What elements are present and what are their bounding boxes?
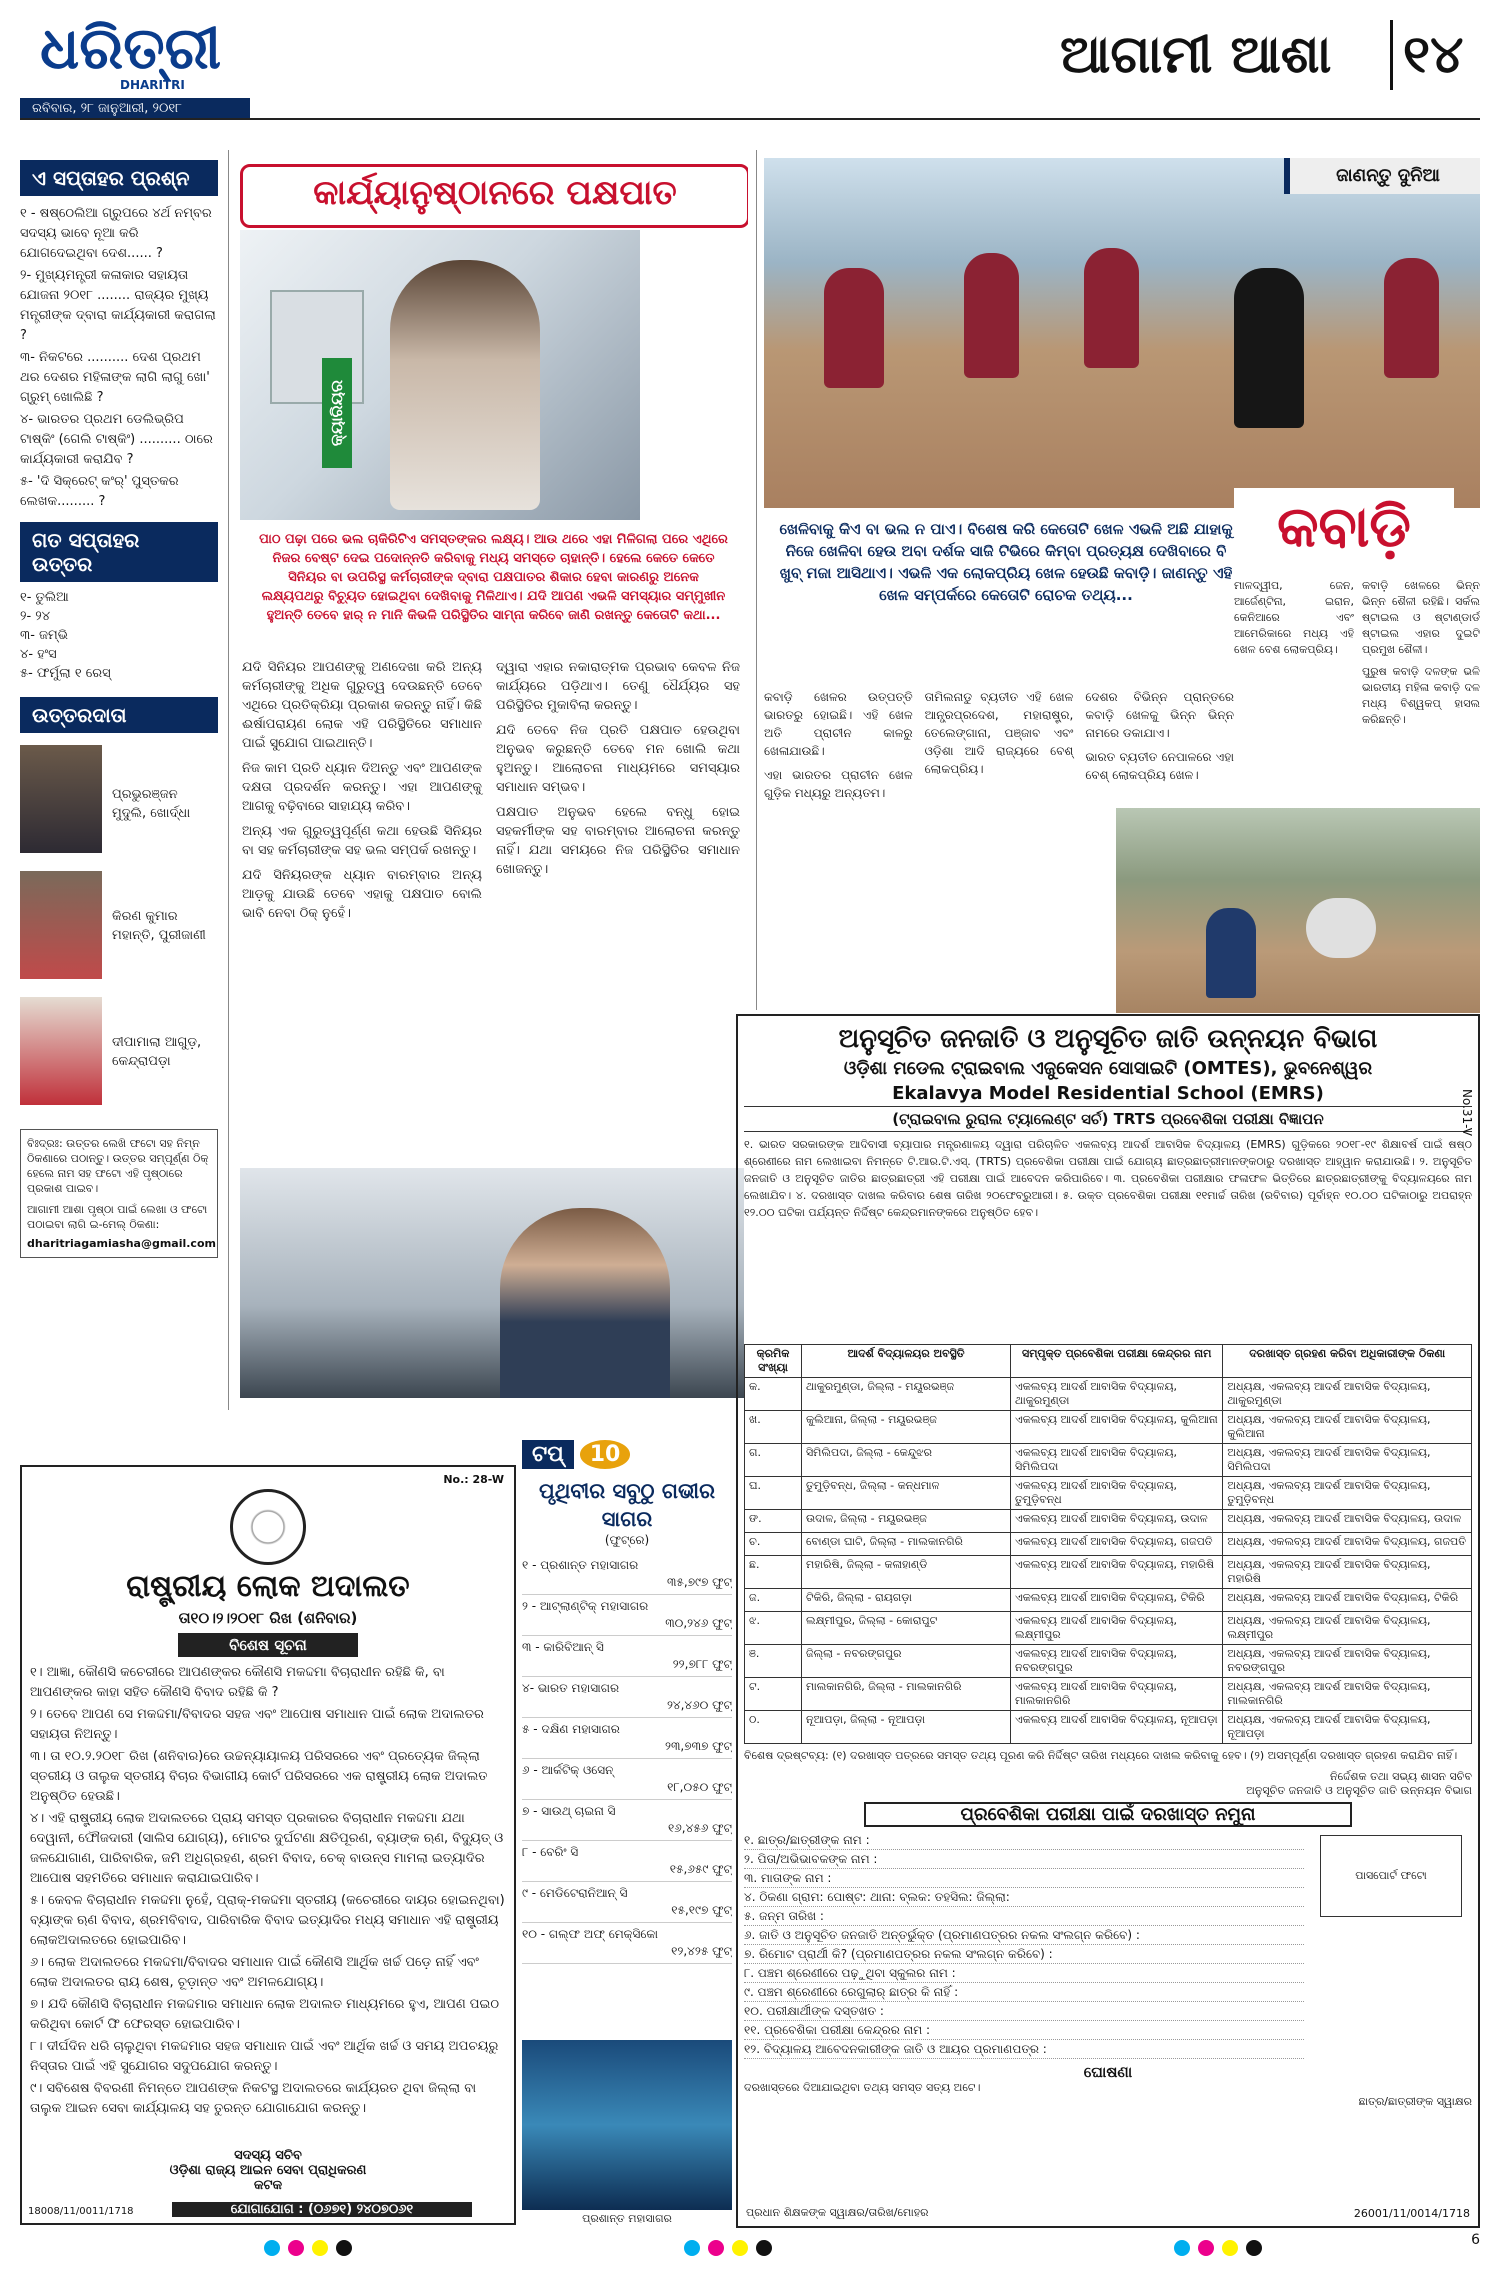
kabaddi-right-col	[1234, 578, 1480, 726]
bullet: ଦେଶର ବିଭିନ୍ନ ପ୍ରାନ୍ତରେ କବାଡ଼ି ଖେଳକୁ ଭିନ୍ନ ଭିନ୍ନ ନାମରେ ଡକାଯାଏ।	[1085, 690, 1234, 740]
paragraph: କବାଡ଼ି ଖେଳରେ ଭିନ୍ନ ଭିନ୍ନ ଶୈଳୀ ରହିଛି। ସର୍କଲ ଷ୍ଟାଇଲ ଓ ଷ୍ଟାଣ୍ଡାର୍ଡ ଷ୍ଟାଇଲ ଏହାର ଦୁଇଟି ପ୍ରମୁଖ ଶୈଳୀ।	[1362, 579, 1480, 656]
form-field[interactable]: ୧୧. ପ୍ରବେଶିକା ପରୀକ୍ଷା କେନ୍ଦ୍ରର ନାମ :	[744, 2021, 1304, 2040]
top10-item-name: ୬ - ଆର୍କଟିକ୍ ଓସେନ୍	[522, 1763, 614, 1777]
table-cell: ଏକଲବ୍ୟ ଆଦର୍ଶ ଆବାସିକ ବିଦ୍ୟାଳୟ, ମହାରିଷି	[1011, 1556, 1223, 1589]
ad-code: 26001/11/0014/1718	[1353, 2207, 1470, 2220]
lok-item: ୩। ତା ୧୦.୨.୨୦୧୮ ରିଖ (ଶନିବାର)ରେ ଉଚ୍ଚନ୍ୟାୟାଳୟ ପରିସରରେ ଏବଂ ପ୍ରତ୍ୟେକ ଜିଲ୍ଲା ସ୍ତରୀୟ ଓ ତାଲୁକ ସ୍ତରୀୟ ବିଚାର ବିଭାଗୀୟ କୋର୍ଟ ପରିସରରେ ଏକ ରାଷ୍ଟ୍ରୀୟ ଲୋକ ଅଦାଲତ ଅନୁଷ୍ଠିତ ହେଉଛି।	[30, 1749, 488, 1804]
answers-heading: ଗତ ସପ୍ତାହର ଉତ୍ତର	[20, 522, 218, 582]
article-kabaddi	[764, 158, 1480, 1018]
table-cell: ଏକଲବ୍ୟ ଆଦର୍ଶ ଆବାସିକ ବିଦ୍ୟାଳୟ, କୁଲିଆନା	[1011, 1411, 1223, 1444]
lok-item: ୨। ତେବେ ଆପଣ ସେ ମକଦ୍ଦମା/ବିବାଦର ସହଜ ଏବଂ ଆପୋଷ ସମାଧାନ ପାଇଁ ଲୋକ ଅଦାଲତର ସହାୟତା ନିଅନ୍ତୁ।	[30, 1707, 484, 1742]
lok-ref: No.: 28-W	[443, 1473, 504, 1486]
top10-item-value: ୧୫,୧୯୭ ଫୁଟ୍	[671, 1903, 732, 1917]
table-cell: ଙ.	[745, 1510, 802, 1533]
table-cell: ଏକଲବ୍ୟ ଆଦର୍ଶ ଆବାସିକ ବିଦ୍ୟାଳୟ, ଟିକିରି	[1011, 1589, 1223, 1612]
black-dot	[1246, 2240, 1262, 2256]
top10-item-name: ୫ - ଦକ୍ଷିଣ ମହାସାଗର	[522, 1722, 620, 1736]
top10-label: ଟପ୍	[522, 1440, 574, 1469]
edition-date: ରବିବାର, ୨୮ ଜାନୁଆରୀ, ୨୦୧୮	[20, 98, 250, 120]
player-figure	[1084, 248, 1139, 368]
top10-item	[522, 1554, 732, 1595]
top10-sub: (ଫୁଟ୍‌ରେ)	[604, 1533, 650, 1547]
table-cell: ଏକଲବ୍ୟ ଆଦର୍ଶ ଆବାସିକ ବିଦ୍ୟାଳୟ, ନବରଙ୍ଗପୁର	[1011, 1645, 1223, 1678]
table-cell: ଅଧ୍ୟକ୍ଷ, ଏକଲବ୍ୟ ଆଦର୍ଶ ଆବାସିକ ବିଦ୍ୟାଳୟ, ନବରଙ୍ଗପୁର	[1223, 1645, 1472, 1678]
table-row	[745, 1612, 1472, 1645]
magenta-dot	[1198, 2240, 1214, 2256]
table-cell: ଠ.	[745, 1711, 802, 1744]
declaration-title: ଘୋଷଣା	[1083, 2063, 1133, 2081]
career-tag: କ୍ୟାରିୟର	[322, 358, 352, 468]
table-cell: ଛ.	[745, 1556, 802, 1589]
lok-item: ୧। ଆଜ୍ଞା, କୌଣସି କଚେରୀରେ ଆପଣଙ୍କର କୌଣସି ମକଦ୍ଦମା ବିଚାରାଧୀନ ରହିଛି କି, ବା ଆପଣଙ୍କର କାହା ସହିତ କୌଣସି ବିବାଦ ରହିଛି କି ?	[30, 1665, 445, 1700]
black-dot	[756, 2240, 772, 2256]
table-cell: ଅଧ୍ୟକ୍ଷ, ଏକଲବ୍ୟ ଆଦର୍ଶ ଆବାସିକ ବିଦ୍ୟାଳୟ, ସିମିଲିପଦା	[1223, 1444, 1472, 1477]
table-cell: ଏକଲବ୍ୟ ଆଦର୍ଶ ଆବାସିକ ବିଦ୍ୟାଳୟ, ଥାକୁରମୁଣ୍ଡା	[1011, 1378, 1223, 1411]
top10-item	[522, 1841, 732, 1882]
table-cell: ଅଧ୍ୟକ୍ଷ, ଏକଲବ୍ୟ ଆଦର୍ଶ ଆବାସିକ ବିଦ୍ୟାଳୟ, କୁଲିଆନା	[1223, 1411, 1472, 1444]
paragraph: ଅନ୍ୟ ଏକ ଗୁରୁତ୍ୱପୂର୍ଣ୍ଣ କଥା ହେଉଛି ସିନିୟର ବା ସହ କର୍ମଚାରୀଙ୍କ ସହ ଭଲ ସମ୍ପର୍କ ରଖନ୍ତୁ।	[242, 824, 482, 858]
table-row	[745, 1589, 1472, 1612]
form-field[interactable]: ୩. ମାତାଙ୍କ ନାମ :	[744, 1869, 1304, 1888]
application-form	[744, 1831, 1472, 2059]
table-cell: ଉଦାଳ, ଜିଲ୍ଲା - ମୟୂରଭଞ୍ଜ	[802, 1510, 1011, 1533]
table-cell: ଟ.	[745, 1678, 802, 1711]
ad-english: Ekalavya Model Residential School (EMRS)	[892, 1083, 1324, 1104]
answer: ୨- ୨୪	[20, 609, 51, 624]
lok-footer	[22, 2148, 514, 2193]
player-figure	[1234, 268, 1304, 428]
yellow-dot	[312, 2240, 328, 2256]
top10-item	[522, 1595, 732, 1636]
lok-footer-3: କଟକ	[253, 2178, 283, 2193]
form-field[interactable]: ୯. ପଞ୍ଚମ ଶ୍ରେଣୀରେ ରେଗୁଲାର୍ ଛାତ୍ର କି ନାହିଁ :	[744, 1983, 1304, 2002]
respondent-name: ପ୍ରଭୁରଞ୍ଜନ ମୁଦୁଲି, ଖୋର୍ଦ୍ଧା	[112, 787, 191, 821]
table-cell: ଅଧ୍ୟକ୍ଷ, ଏକଲବ୍ୟ ଆଦର୍ଶ ଆବାସିକ ବିଦ୍ୟାଳୟ, ନୂଆପଡ଼ା	[1223, 1711, 1472, 1744]
table-cell: ଲକ୍ଷ୍ମୀପୁର, ଜିଲ୍ଲା - କୋରାପୁଟ	[802, 1612, 1011, 1645]
quiz-question: ୧ - ଷଷ୍ଠେଲିଆ ଗ୍ରୁପରେ ୪ର୍ଥ ନମ୍ବର ସଦସ୍ୟ ଭାବେ ନୂଆ କରି ଯୋଗଦେଇଥିବା ଦେଶ...... ?	[20, 206, 212, 261]
top10-item-value: ୧୫,୬୫୯ ଫୁଟ୍	[669, 1862, 732, 1876]
magenta-dot	[708, 2240, 724, 2256]
lok-item: ୯। ସବିଶେଷ ବିବରଣୀ ନିମନ୍ତେ ଆପଣଙ୍କ ନିକଟସ୍ଥ ଅଦାଲତରେ କାର୍ଯ୍ୟରତ ଥିବା ଜିଲ୍ଲା ବା ତାଲୁକ ଆଇନ ସେବା କାର୍ଯ୍ୟାଳୟ ସହ ତୁରନ୍ତ ଯୋଗାଯୋଗ କରନ୍ତୁ।	[30, 2081, 477, 2116]
paragraph: ଯଦି ସିନିୟର ଆପଣଙ୍କୁ ଅଣଦେଖା କରି ଅନ୍ୟ କର୍ମଚାରୀଙ୍କୁ ଅଧିକ ଗୁରୁତ୍ୱ ଦେଉଛନ୍ତି ତେବେ ଏଥିରେ ପ୍ରତିକ୍ରିୟା ପ୍ରକାଶ କରନ୍ତୁ ନାହିଁ। କିଛି ଈର୍ଷାପରାୟଣ ଲୋକ ଏହି ପରିସ୍ଥିତିରେ ସମାଧାନ ପାଇଁ ସୁଯୋଗ ପାଇଥାନ୍ତି।	[242, 660, 482, 751]
table-cell: ଏକଲବ୍ୟ ଆଦର୍ଶ ଆବାସିକ ବିଦ୍ୟାଳୟ, ଲକ୍ଷ୍ମୀପୁର	[1011, 1612, 1223, 1645]
top10-item-name: ୯ - ମେଡିଟେରାନିଆନ୍ ସି	[522, 1886, 628, 1900]
top10-item-name: ୨ - ଆଟ୍ଲାଣ୍ଟିକ୍ ମହାସାଗର	[522, 1599, 649, 1613]
lok-item: ୪। ଏହି ରାଷ୍ଟ୍ରୀୟ ଲୋକ ଅଦାଲତରେ ପ୍ରାୟ ସମସ୍ତ ପ୍ରକାରର ବିଚାରାଧୀନ ମକଦ୍ଦମା ଯଥା ଦେୱାନୀ, ଫୌଜଦାରୀ (ସାଲିସ ଯୋଗ୍ୟ), ମୋଟର ଦୁର୍ଘଟଣା କ୍ଷତିପୂରଣ, ବ୍ୟାଙ୍କ ଋଣ, ବିଦ୍ୟୁତ୍ ଓ ଜଳଯୋଗାଣ, ପାରିବାରିକ, ଜମି ଅଧିଗ୍ରହଣ, ଶ୍ରମ ବିବାଦ, ଚେକ୍ ବାଉନ୍ସ ମାମଲା ଇତ୍ୟାଦିର ଆପୋଷ ସହମତିରେ ସମାଧାନ କରାଯାଇପାରିବ।	[30, 1811, 504, 1886]
lok-item: ୭। ଯଦି କୌଣସି ବିଚାରାଧୀନ ମକଦ୍ଦମାର ସମାଧାନ ଲୋକ ଅଦାଲତ ମାଧ୍ୟମରେ ହୁଏ, ଆପଣ ପଇଠ କରିଥିବା କୋର୍ଟ ଫି ଫେରସ୍ତ ହୋଇପାରିବ।	[30, 1997, 500, 2032]
logo-sub: DHARITRI	[120, 78, 185, 92]
table-cell: କ.	[745, 1378, 802, 1411]
magenta-dot	[288, 2240, 304, 2256]
kabaddi-photo-2	[1116, 808, 1480, 1013]
table-cell: ଏକଲବ୍ୟ ଆଦର୍ଶ ଆବାସିକ ବିଦ୍ୟାଳୟ, ଗଜପତି	[1011, 1533, 1223, 1556]
table-cell: ଚ.	[745, 1533, 802, 1556]
color-registration	[680, 2240, 776, 2260]
top10-item-name: ୪- ଭାରତ ମହାସାଗର	[522, 1681, 620, 1695]
top10-item	[522, 1923, 732, 1964]
ad-signature-2: ଅନୁସୂଚିତ ଜନଜାତି ଓ ଅନୁସୂଚିତ ଜାତି ଉନ୍ନୟନ ବିଭାଗ	[1246, 1784, 1472, 1797]
top10-item-name: ୮ - ବେରିଂ ସି	[522, 1845, 579, 1859]
ocean-photo	[522, 2040, 732, 2210]
table-row	[745, 1411, 1472, 1444]
ad-subtitle: ଓଡ଼ିଶା ମଡେଲ ଟ୍ରାଇବାଲ ଏଜୁକେସନ ସୋସାଇଟି (OMTES), ଭୁବନେଶ୍ୱର	[843, 1058, 1373, 1079]
table-row	[745, 1678, 1472, 1711]
form-field[interactable]: ୧୨. ବିଦ୍ୟାଳୟ ଆବେଦନକାରୀଙ୍କ ଜାତି ଓ ଆୟର ପ୍ରମାଣପତ୍ର :	[744, 2040, 1304, 2059]
player-figure	[964, 253, 1019, 378]
player-figure	[824, 268, 884, 388]
top10-item-value: ୧୮,୦୫୦ ଫୁଟ୍	[667, 1780, 732, 1794]
table-row	[745, 1556, 1472, 1589]
top10-item	[522, 1759, 732, 1800]
top10-item-name: ୧୦ - ଗଲ୍ଫ ଅଫ୍ ମେକ୍ସିକୋ	[522, 1927, 658, 1941]
answer: ୩- ଜମ୍ଭି	[20, 628, 68, 643]
masthead	[20, 10, 1480, 120]
top10-header	[522, 1440, 732, 1469]
table-cell: ନୂଆପଡ଼ା, ଜିଲ୍ଲା - ନୂଆପଡ଼ା	[802, 1711, 1011, 1744]
paragraph: ଯଦି ତେବେ ନିଜ ପ୍ରତି ପକ୍ଷପାତ ହେଉଥିବା ଅନୁଭବ କରୁଛନ୍ତି ତେବେ ମନ ଖୋଲି କଥା ହୁଅନ୍ତୁ। ଆଲୋଚନା ମାଧ୍ୟମରେ ସମସ୍ୟାର ସମାଧାନ ସମ୍ଭବ।	[496, 723, 740, 795]
student-sign: ଛାତ୍ର/ଛାତ୍ରୀଙ୍କ ସ୍ୱାକ୍ଷର	[1358, 2095, 1472, 2108]
top10-item-name: ୭ - ସାଉଥ୍ ଚାଇନା ସି	[522, 1804, 616, 1818]
table-cell: ଏକଲବ୍ୟ ଆଦର୍ଶ ଆବାସିକ ବିଦ୍ୟାଳୟ, ମାଲକାନଗିରି	[1011, 1678, 1223, 1711]
table-cell: ଖ.	[745, 1411, 802, 1444]
quiz-question: ୨- ମୁଖ୍ୟମନ୍ତ୍ରୀ କଳାକାର ସହାୟତା ଯୋଜନା ୨୦୧୮ ........ ରାଜ୍ୟର ମୁଖ୍ୟ ମନ୍ତ୍ରୀଙ୍କ ଦ୍ବାରା କାର୍ଯ୍ୟକାରୀ କରାଗଲା ?	[20, 268, 216, 343]
form-field[interactable]: ୨. ପିତା/ଅଭିଭାବକଙ୍କ ନାମ :	[744, 1850, 1304, 1869]
section-tag: ଜାଣନ୍ତୁ ଦୁନିଆ	[1284, 158, 1480, 194]
top10-item	[522, 1636, 732, 1677]
ad-body: ୧. ଭାରତ ସରକାରଙ୍କ ଆଦିବାସୀ ବ୍ୟାପାର ମନ୍ତ୍ରଣାଳୟ ଦ୍ୱାରା ପରିଚାଳିତ ଏକଲବ୍ୟ ଆଦର୍ଶ ଆବାସିକ ବିଦ୍ୟାଳୟ (EMRS) ଗୁଡ଼ିକରେ ୨୦୧୮-୧୯ ଶିକ୍ଷାବର୍ଷ ପାଇଁ ଷଷ୍ଠ ଶ୍ରେଣୀରେ ନାମ ଲେଖାଇବା ନିମନ୍ତେ ଟି.ଆର.ଟି.ଏସ୍. (TRTS) ପ୍ରବେଶିକା ପରୀକ୍ଷା ପାଇଁ ଯୋଗ୍ୟ ଛାତ୍ରଛାତ୍ରୀମାନଙ୍କଠାରୁ ଦରଖାସ୍ତ ଆହ୍ୱାନ କରାଯାଉଛି। ୨. ଅନୁସୂଚିତ ଜନଜାତି ଓ ଅନୁସୂଚିତ ଜାତିର ଛାତ୍ରଛାତ୍ରୀ ଏହି ପରୀକ୍ଷା ପାଇଁ ଆବେଦନ କରିପାରିବେ। ୩. ପ୍ରବେଶିକା ପରୀକ୍ଷାର ଫଳାଫଳ ଭିତ୍ତିରେ ଛାତ୍ରଛାତ୍ରୀଙ୍କୁ ବିଦ୍ୟାଳୟରେ ନାମ ଲେଖାଯିବ। ୪. ଦରଖାସ୍ତ ଦାଖଲ କରିବାର ଶେଷ ତାରିଖ ୨୦ଫେବ୍ରୁଆରୀ। ୫. ଉକ୍ତ ପ୍ରବେଶିକା ପରୀକ୍ଷା ୧୧ମାର୍ଚ୍ଚ ତାରିଖ (ରବିବାର) ପୂର୍ବାହ୍ନ ୧୦.୦୦ ଘଟିକାଠାରୁ ଅପରାହ୍ନ ୧୨.୦୦ ଘଟିକା ପର୍ଯ୍ୟନ୍ତ ନିର୍ଦ୍ଦିଷ୍ଟ କେନ୍ଦ୍ରମାନଙ୍କରେ ଅନୁଷ୍ଠିତ ହେବ।	[744, 1138, 1472, 1219]
form-field[interactable]: ୪. ଠିକଣା ଗ୍ରାମ: ପୋଷ୍ଟ: ଥାନା: ବ୍ଲକ: ତହସିଲ: ଜିଲ୍ଲା:	[744, 1888, 1304, 1907]
table-cell: ଏକଲବ୍ୟ ଆଦର୍ଶ ଆବାସିକ ବିଦ୍ୟାଳୟ, ଉଦାଳ	[1011, 1510, 1223, 1533]
top10-item-value: ୨୪,୪୬୦ ଫୁଟ୍	[666, 1698, 732, 1712]
yellow-dot	[1222, 2240, 1238, 2256]
lok-contact: ଯୋଗାଯୋଗ : (୦୬୭୧) ୨୪୦୭୦୬୧	[172, 2202, 472, 2217]
respondents-heading: ଉତ୍ତରଦାତା	[20, 697, 218, 733]
quiz-note-text-2: ଆଗାମୀ ଆଶା ପୃଷ୍ଠା ପାଇଁ ଲେଖା ଓ ଫଟୋ ପଠାଇବା ଲାଗି ଇ-ମେଲ୍ ଠିକଣା:	[27, 1203, 208, 1231]
form-title: ପ୍ରବେଶିକା ପରୀକ୍ଷା ପାଇଁ ଦରଖାସ୍ତ ନମୁନା	[864, 1802, 1352, 1827]
form-field[interactable]: ୮. ପଞ୍ଚମ ଶ୍ରେଣୀରେ ପଢ଼ୁଥିବା ସ୍କୁଲର ନାମ :	[744, 1964, 1304, 1983]
ad-title: ଅନୁସୂଚିତ ଜନଜାତି ଓ ଅନୁସୂଚିତ ଜାତି ଉନ୍ନୟନ ବିଭାଗ	[838, 1024, 1378, 1054]
table-cell: ଜିଲ୍ଲା - ନବରଙ୍ଗପୁର	[802, 1645, 1011, 1678]
top10-item	[522, 1882, 732, 1923]
top10-item-value: ୨୩,୭୩୭ ଫୁଟ୍	[665, 1739, 732, 1753]
ad-signature: ନିର୍ଦ୍ଦେଶକ ତଥା ସଭ୍ୟ ଶାସନ ସଚିବ	[1330, 1770, 1472, 1783]
color-registration	[1170, 2240, 1266, 2260]
table-header: ସମ୍ପୃକ୍ତ ପ୍ରବେଶିକା ପରୀକ୍ଷା କେନ୍ଦ୍ରର ନାମ	[1011, 1345, 1223, 1378]
page-footer	[0, 2232, 1500, 2269]
player-figure	[1306, 898, 1376, 958]
paragraph: ପୁରୁଷ କବାଡ଼ି ଦଳଙ୍କ ଭଳି ଭାରତୀୟ ମହିଳା କବାଡ଼ି ଦଳ ମଧ୍ୟ ବିଶ୍ୱକପ୍ ହାସଲ କରିଛନ୍ତି।	[1362, 665, 1480, 726]
form-field[interactable]: ୧. ଛାତ୍ର/ଛାତ୍ରୀଙ୍କ ନାମ :	[744, 1831, 1304, 1850]
declaration: ଦରଖାସ୍ତରେ ଦିଆଯାଇଥିବା ତଥ୍ୟ ସମସ୍ତ ସତ୍ୟ ଅଟେ।	[744, 2081, 981, 2094]
table-row	[745, 1533, 1472, 1556]
respondent-name: କିରଣ କୁମାର ମହାନ୍ତି, ପୁରୀଜାଣୀ	[112, 909, 206, 943]
table-cell: ଅଧ୍ୟକ୍ଷ, ଏକଲବ୍ୟ ଆଦର୍ଶ ଆବାସିକ ବିଦ୍ୟାଳୟ, ଲକ୍ଷ୍ମୀପୁର	[1223, 1612, 1472, 1645]
quiz-note	[20, 1129, 218, 1258]
table-cell: ଅଧ୍ୟକ୍ଷ, ଏକଲବ୍ୟ ଆଦର୍ଶ ଆବାସିକ ବିଦ୍ୟାଳୟ, ଟିକିରି	[1223, 1589, 1472, 1612]
table-row	[745, 1711, 1472, 1744]
quiz-question: ୩- ନିକଟରେ .......... ଦେଶ ପ୍ରଥମ ଥର ଦେଶର ମହିଳାଙ୍କ ଲାଗି ଲାଗୁ ଖୋ' ଗ୍ରୁମ୍ ଖୋଲିଛି ?	[20, 350, 210, 405]
form-field[interactable]: ୬. ଜାତି ଓ ଅନୁସୂଚିତ ଜନଜାତି ଅନ୍ତର୍ଭୁକ୍ତ (ପ୍ରମାଣପତ୍ରର ନକଲ ସଂଲଗ୍ନ କରିବେ) :	[744, 1926, 1304, 1945]
table-cell: ଏକଲବ୍ୟ ଆଦର୍ଶ ଆବାସିକ ବିଦ୍ୟାଳୟ, ତୁମୁଡ଼ିବନ୍ଧ	[1011, 1477, 1223, 1510]
article-photo-2	[240, 1168, 744, 1398]
respondent-photo	[20, 871, 102, 979]
lok-date: ତା୧୦।୨।୨୦୧୮ ରିଖ (ଶନିବାର)	[178, 1609, 358, 1627]
player-figure	[1384, 258, 1439, 378]
respondent-photo	[20, 745, 102, 853]
table-cell: ବୋଣ୍ଡା ଘାଟି, ଜିଲ୍ଲା - ମାଲକାନଗିରି	[802, 1533, 1011, 1556]
answer: ୫- ଫର୍ମୁଲା ୧ ରେସ୍	[20, 666, 111, 681]
lok-footer-2: ଓଡ଼ିଶା ରାଜ୍ୟ ଆଇନ ସେବା ପ୍ରାଧିକରଣ	[169, 2163, 367, 2178]
bullet: ଭାରତ ବ୍ୟତୀତ ନେପାଳରେ ଏହା ବେଶ୍ ଲୋକପ୍ରିୟ ଖେଳ।	[1085, 750, 1234, 782]
answers-list	[20, 588, 218, 683]
cyan-dot	[1174, 2240, 1190, 2256]
table-row	[745, 1510, 1472, 1533]
table-cell: ଟିକିରି, ଜିଲ୍ଲା - ରାୟଗଡ଼ା	[802, 1589, 1011, 1612]
table-cell: ଅଧ୍ୟକ୍ଷ, ଏକଲବ୍ୟ ଆଦର୍ଶ ଆବାସିକ ବିଦ୍ୟାଳୟ, ମହାରିଷି	[1223, 1556, 1472, 1589]
quiz-questions	[20, 204, 218, 512]
bullet: କବାଡ଼ି ଖେଳର ଉତ୍ପତ୍ତି ଭାରତରୁ ହୋଇଛି। ଏହି ଖେଳ ଅତି ପ୍ରାଚୀନ କାଳରୁ ଖେଳାଯାଉଛି।	[764, 690, 913, 758]
emblem-icon	[230, 1489, 306, 1565]
table-cell: ତୁମୁଡ଼ିବନ୍ଧ, ଜିଲ୍ଲା - କନ୍ଧମାଳ	[802, 1477, 1011, 1510]
table-cell: ଏକଲବ୍ୟ ଆଦର୍ଶ ଆବାସିକ ବିଦ୍ୟାଳୟ, ନୂଆପଡ଼ା	[1011, 1711, 1223, 1744]
photo-box: ପାସପୋର୍ଟ ଫଟୋ	[1320, 1835, 1462, 1917]
lok-notice: ବିଶେଷ ସୂଚନା	[178, 1633, 358, 1657]
table-cell: ଘ.	[745, 1477, 802, 1510]
table-cell: ସିମିଲିପଦା, ଜିଲ୍ଲା - କେନ୍ଦୁଝର	[802, 1444, 1011, 1477]
lok-footer-1: ସଦସ୍ୟ ସଚିବ	[234, 2148, 302, 2163]
table-cell: ଅଧ୍ୟକ୍ଷ, ଏକଲବ୍ୟ ଆଦର୍ଶ ଆବାସିକ ବିଦ୍ୟାଳୟ, ଗଜପତି	[1223, 1533, 1472, 1556]
emrs-advertisement	[736, 1014, 1480, 2228]
paragraph: ନିଜ କାମ ପ୍ରତି ଧ୍ୟାନ ଦିଅନ୍ତୁ ଏବଂ ଆପଣଙ୍କ ଦକ୍ଷତା ପ୍ରଦର୍ଶନ କରନ୍ତୁ। ଏହା ଆପଣଙ୍କୁ ଆଗକୁ ବଢ଼ିବାରେ ସାହାଯ୍ୟ କରିବ।	[242, 761, 482, 814]
top10-item-value: ୩୫,୭୯୭ ଫୁଟ୍	[666, 1575, 732, 1589]
top10-num: 10	[580, 1440, 631, 1469]
paragraph: ଦ୍ୱାରା ଏହାର ନକାରାତ୍ମକ ପ୍ରଭାବ କେବଳ ନିଜ କାର୍ଯ୍ୟରେ ପଡ଼ିଥାଏ। ତେଣୁ ଧୈର୍ଯ୍ୟର ସହ ପରିସ୍ଥିତିର ମୁକାବିଲା କରନ୍ତୁ।	[496, 660, 740, 713]
top10-item-value: ୨୨,୭୮୮ ଫୁଟ୍	[672, 1657, 732, 1671]
top10-caption: ପ୍ରଶାନ୍ତ ମହାସାଗର	[582, 2212, 672, 2225]
ad-notice-title: (ଟ୍ରାଇବାଲ ରୁରାଲ ଟ୍ୟାଲେଣ୍ଟ ସର୍ଚ) TRTS ପ୍ରବେଶିକା ପରୀକ୍ଷା ବିଜ୍ଞାପନ	[744, 1106, 1472, 1132]
lok-adalat-advertisement	[20, 1465, 516, 2225]
hm-sign: ପ୍ରଧାନ ଶିକ୍ଷକଙ୍କ ସ୍ୱାକ୍ଷର/ତାରିଖ/ମୋହର	[746, 2206, 929, 2219]
table-header: କ୍ରମିକ ସଂଖ୍ୟା	[745, 1345, 802, 1378]
top10-box	[522, 1440, 732, 2230]
answer: ୧- ତୁଲିଆ	[20, 590, 69, 605]
top10-item-name: ୩ - କାରିବିଆନ୍ ସି	[522, 1640, 604, 1654]
table-row	[745, 1378, 1472, 1411]
form-field[interactable]: ୭. ରିମୋଟ ପ୍ରାର୍ଥୀ କି? (ପ୍ରମାଣପତ୍ରର ନକଲ ସଂଲଗ୍ନ କରିବେ) :	[744, 1945, 1304, 1964]
top10-title: ପୃଥିବୀର ସବୁଠୁ ଗଭୀର ସାଗର	[538, 1479, 716, 1531]
kabaddi-intro: ଖେଳିବାକୁ କିଏ ବା ଭଲ ନ ପାଏ। ବିଶେଷ କରି କେତୋଟି ଖେଳ ଏଭଳି ଅଛି ଯାହାକୁ ନିଜେ ଖେଳିବା ହେଉ ଅବା ଦର୍ଶକ ସାଜି ଟିଭିରେ କିମ୍ବା ପ୍ରତ୍ୟକ୍ଷ ଦେଖିବାରେ ବି ଖୁବ୍ ମଜା ଆସିଥାଏ। ଏଭଳି ଏକ ଲୋକପ୍ରିୟ ଖେଳ ହେଉଛି କବାଡ଼ି। ଜାଣନ୍ତୁ ଏହି ଖେଳ ସମ୍ପର୍କରେ କେତୋଟି ରୋଚକ ତଥ୍ୟ...	[779, 520, 1233, 604]
kabaddi-title: କବାଡ଼ି	[1234, 488, 1454, 568]
top10-item-value: ୩୦,୨୪୬ ଫୁଟ୍	[665, 1616, 732, 1630]
table-row	[745, 1444, 1472, 1477]
table-cell: କୁଲିଆନା, ଜିଲ୍ଲା - ମୟୂରଭଞ୍ଜ	[802, 1411, 1011, 1444]
article-title: କାର୍ଯ୍ୟାନୁଷ୍ଠାନରେ ପକ୍ଷପାତ	[240, 164, 748, 228]
lok-items	[30, 1663, 506, 2119]
respondent	[20, 997, 218, 1115]
ad-notice-no: No.31-V	[1460, 1088, 1474, 1136]
top10-item	[522, 1718, 732, 1759]
respondent-name: ଦୀପାମାଲା ଆଗୁଡ଼, କେନ୍ଦ୍ରାପଡ଼ା	[112, 1035, 202, 1069]
table-cell: ଞ.	[745, 1645, 802, 1678]
footer-page: 6	[1471, 2232, 1480, 2248]
article-bias	[236, 158, 748, 1413]
paragraph: ଯଦି ସିନିୟରଙ୍କ ଧ୍ୟାନ ବାରମ୍ବାର ଅନ୍ୟ ଆଡ଼କୁ ଯାଉଛି ତେବେ ଏହାକୁ ପକ୍ଷପାତ ବୋଲି ଭାବି ନେବା ଠିକ୍ ନୁହେଁ।	[242, 868, 482, 921]
black-dot	[336, 2240, 352, 2256]
lok-title: ରାଷ୍ଟ୍ରୀୟ ଲୋକ ଅଦାଲତ	[126, 1569, 410, 1604]
section-title: ଆଗାମୀ ଆଶା	[1060, 25, 1332, 85]
table-header: ଦରଖାସ୍ତ ଗ୍ରହଣ କରିବା ଅଧିକାରୀଙ୍କ ଠିକଣା	[1223, 1345, 1472, 1378]
email-link[interactable]: dharitriagamiasha@gmail.com	[27, 1237, 216, 1250]
respondent	[20, 871, 218, 989]
respondent	[20, 745, 218, 863]
article-col-2	[496, 658, 740, 1118]
person-silhouette	[500, 1208, 670, 1398]
player-figure	[1206, 908, 1256, 998]
color-registration	[260, 2240, 356, 2260]
top10-list	[522, 1554, 732, 1964]
paragraph: ପକ୍ଷପାତ ଅନୁଭବ ହେଲେ ବନ୍ଧୁ ହୋଇ ସହକର୍ମୀଙ୍କ ସହ ବାରମ୍ବାର ଆଲୋଚନା କରନ୍ତୁ ନାହିଁ। ଯଥା ସମୟରେ ନିଜ ପରିସ୍ଥିତିର ସମାଧାନ ଖୋଜନ୍ତୁ।	[496, 805, 740, 877]
bullet: ଏହା ଭାରତର ପ୍ରାଚୀନ ଖେଳ ଗୁଡ଼ିକ ମଧ୍ୟରୁ ଅନ୍ୟତମ।	[764, 768, 913, 800]
article-intro: ପାଠ ପଢ଼ା ପରେ ଭଲ ଚାକିରିଟିଏ ସମସ୍ତଙ୍କର ଲକ୍ଷ୍ୟ। ଆଉ ଥରେ ଏହା ମିଳିଗଲା ପରେ ଏଥିରେ ନିଜର ବେଷ୍ଟ ଦେଇ ପଦୋନ୍ନତି କରିବାକୁ ମଧ୍ୟ ସମସ୍ତେ ଚାହାନ୍ତି। ହେଲେ କେତେ କେତେ ସିନିୟର ବା ଉପରିସ୍ଥ କର୍ମଚାରୀଙ୍କ ଦ୍ବାରା ପକ୍ଷପାତର ଶିକାର ହେବା କାରଣରୁ ଅନେକ ଲକ୍ଷ୍ୟପଥରୁ ବିଚ୍ୟୁତ ହୋଇଥିବା ଦେଖିବାକୁ ମିଳିଥାଏ। ଯଦି ଆପଣ ଏଭଳି ସମସ୍ୟାର ସମ୍ମୁଖୀନ ହୁଅନ୍ତି ତେବେ ହାର୍ ନ ମାନି କିଭଳି ପରିସ୍ଥିତିର ସାମ୍ନା କରିବେ ଜାଣି ରଖନ୍ତୁ କେତୋଟି କଥା...	[259, 532, 728, 623]
table-cell: ମାଲକାନଗିରି, ଜିଲ୍ଲା - ମାଲକାନଗିରି	[802, 1678, 1011, 1711]
form-field[interactable]: ୧୦. ପରୀକ୍ଷାର୍ଥୀଙ୍କ ଦସ୍ତଖତ :	[744, 2002, 1304, 2021]
quiz-question: ୪- ଭାରତର ପ୍ରଥମ ଡେଲିଭ୍ରିପ ଟାଷ୍କିଂ (ଗେଲି ଟାଷ୍କିଂ) .......... ଠାରେ କାର୍ଯ୍ୟକାରୀ କରାଯିବ ?	[20, 412, 213, 467]
top10-item-value: ୧୨,୪୨୫ ଫୁଟ୍	[671, 1944, 732, 1958]
kabaddi-photo	[764, 158, 1480, 508]
table-cell: ଅଧ୍ୟକ୍ଷ, ଏକଲବ୍ୟ ଆଦର୍ଶ ଆବାସିକ ବିଦ୍ୟାଳୟ, ଥାକୁରମୁଣ୍ଡା	[1223, 1378, 1472, 1411]
quiz-question: ୫- 'ଦି ସିକ୍ରେଟ୍ କଂର୍' ପୁସ୍ତକର ଲେଖକ......... ?	[20, 474, 179, 509]
top10-item	[522, 1800, 732, 1841]
cyan-dot	[684, 2240, 700, 2256]
logo: ଧରିତ୍ରୀ	[40, 15, 222, 81]
lok-code: 18008/11/0011/1718	[28, 2206, 134, 2217]
table-cell: ଗ.	[745, 1444, 802, 1477]
lok-item: ୮। ଦୀର୍ଘଦିନ ଧରି ଚାଲୁଥିବା ମକଦ୍ଦମାର ସହଜ ସମାଧାନ ପାଇଁ ଏବଂ ଆର୍ଥିକ ଖର୍ଚ୍ଚ ଓ ସମୟ ଅପଚୟରୁ ନିସ୍ତାର ପାଇଁ ଏହି ସୁଯୋଗର ସଦୁପଯୋଗ କରନ୍ତୁ।	[30, 2039, 499, 2074]
quiz-note-text: ବିଃଦ୍ରଃ: ଉତ୍ତର ଲେଖି ଫଟୋ ସହ ନିମ୍ନ ଠିକଣାରେ ପଠାନ୍ତୁ। ଉତ୍ତର ସମ୍ପୂର୍ଣ୍ଣ ଠିକ୍ ହେଲେ ନାମ ସହ ଫଟୋ ଏହି ପୃଷ୍ଠାରେ ପ୍ରକାଶ ପାଇବ।	[27, 1137, 209, 1195]
person-silhouette	[390, 260, 540, 510]
bullet: ତାମିଲନାଡୁ ବ୍ୟତୀତ ଏହି ଖେଳ ଆନ୍ଧ୍ରପ୍ରଦେଶ, ମହାରାଷ୍ଟ୍ର, ତେଲେଙ୍ଗାନା, ପଞ୍ଜାବ ଏବଂ ଓଡ଼ିଶା ଆଦି ରାଜ୍ୟରେ ବେଶ୍ ଲୋକପ୍ରିୟ।	[924, 690, 1074, 776]
quiz-heading: ଏ ସପ୍ତାହର ପ୍ରଶ୍ନ	[20, 160, 218, 196]
table-cell: ଜ.	[745, 1589, 802, 1612]
table-cell: ଥାକୁରମୁଣ୍ଡା, ଜିଲ୍ଲା - ମୟୂରଭଞ୍ଜ	[802, 1378, 1011, 1411]
table-cell: ଅଧ୍ୟକ୍ଷ, ଏକଲବ୍ୟ ଆଦର୍ଶ ଆବାସିକ ବିଦ୍ୟାଳୟ, ତୁମୁଡ଼ିବନ୍ଧ	[1223, 1477, 1472, 1510]
article-photo	[240, 230, 640, 520]
form-fields	[744, 1831, 1304, 2059]
table-row	[745, 1645, 1472, 1678]
top10-item	[522, 1677, 732, 1718]
table-cell: ଝ.	[745, 1612, 802, 1645]
table-cell: ମହାରିଷି, ଜିଲ୍ଲା - କଳାହାଣ୍ଡି	[802, 1556, 1011, 1589]
table-cell: ଅଧ୍ୟକ୍ଷ, ଏକଲବ୍ୟ ଆଦର୍ଶ ଆବାସିକ ବିଦ୍ୟାଳୟ, ଉଦାଳ	[1223, 1510, 1472, 1533]
answer: ୪- ହଂସ	[20, 647, 57, 662]
table-row	[745, 1477, 1472, 1510]
paragraph: ମାଳଦ୍ୱୀପ, ଜେନ, ଆର୍ଜେଣ୍ଟିନା, ଇରାନ, କେନିଆରେ ଏବଂ ଆମେରିକାରେ ମଧ୍ୟ ଏହି ଖେଳ ବେଶ ଲୋକପ୍ରିୟ।	[1234, 579, 1354, 656]
top10-item-value: ୧୬,୪୫୬ ଫୁଟ୍	[668, 1821, 732, 1835]
table-cell: ଏକଲବ୍ୟ ଆଦର୍ଶ ଆବାସିକ ବିଦ୍ୟାଳୟ, ସିମିଲିପଦା	[1011, 1444, 1223, 1477]
respondent-photo	[20, 997, 102, 1105]
form-field[interactable]: ୫. ଜନ୍ମ ତାରିଖ :	[744, 1907, 1304, 1926]
table-header: ଆଦର୍ଶ ବିଦ୍ୟାଳୟର ଅବସ୍ଥିତି	[802, 1345, 1011, 1378]
lok-item: ୬। ଲୋକ ଅଦାଲତରେ ମକଦ୍ଦମା/ବିବାଦର ସମାଧାନ ପାଇଁ କୌଣସି ଆର୍ଥିକ ଖର୍ଚ୍ଚ ପଡ଼େ ନାହିଁ ଏବଂ ଲୋକ ଅଦାଲତର ରାୟ ଶେଷ, ଚୂଡ଼ାନ୍ତ ଏବଂ ଅମଳଯୋଗ୍ୟ।	[30, 1955, 479, 1990]
cyan-dot	[264, 2240, 280, 2256]
page-number: ୧୪	[1390, 20, 1463, 90]
schools-table	[744, 1344, 1472, 1744]
ad-special: ବିଶେଷ ଦ୍ରଷ୍ଟବ୍ୟ: (୧) ଦରଖାସ୍ତ ପତ୍ରରେ ସମସ୍ତ ତଥ୍ୟ ପୂରଣ କରି ନିର୍ଦ୍ଦିଷ୍ଟ ତାରିଖ ମଧ୍ୟରେ ଦାଖଲ କରିବାକୁ ହେବ। (୨) ଅସମ୍ପୂର୍ଣ୍ଣ ଦରଖାସ୍ତ ଗ୍ରହଣ କରାଯିବ ନାହିଁ।	[744, 1749, 1458, 1762]
quiz-column	[20, 160, 218, 1410]
top10-item-name: ୧ - ପ୍ରଶାନ୍ତ ମହାସାଗର	[522, 1558, 639, 1572]
table-cell: ଅଧ୍ୟକ୍ଷ, ଏକଲବ୍ୟ ଆଦର୍ଶ ଆବାସିକ ବିଦ୍ୟାଳୟ, ମାଲକାନଗିରି	[1223, 1678, 1472, 1711]
yellow-dot	[732, 2240, 748, 2256]
lok-item: ୫। କେବଳ ବିଚାରାଧୀନ ମକଦ୍ଦମା ନୁହେଁ, ପ୍ରାକ୍-ମକଦ୍ଦମା ସ୍ତରୀୟ (କଚେରୀରେ ଦାୟର ହୋଇନଥିବା) ବ୍ୟାଙ୍କ ଋଣ ବିବାଦ, ଶ୍ରମବିବାଦ, ପାରିବାରିକ ବିବାଦ ଇତ୍ୟାଦିର ମଧ୍ୟ ସମାଧାନ ଏହି ରାଷ୍ଟ୍ରୀୟ ଲୋକଅଦାଲତରେ ହୋଇପାରିବ।	[30, 1893, 505, 1948]
article-col-1	[242, 658, 482, 1118]
